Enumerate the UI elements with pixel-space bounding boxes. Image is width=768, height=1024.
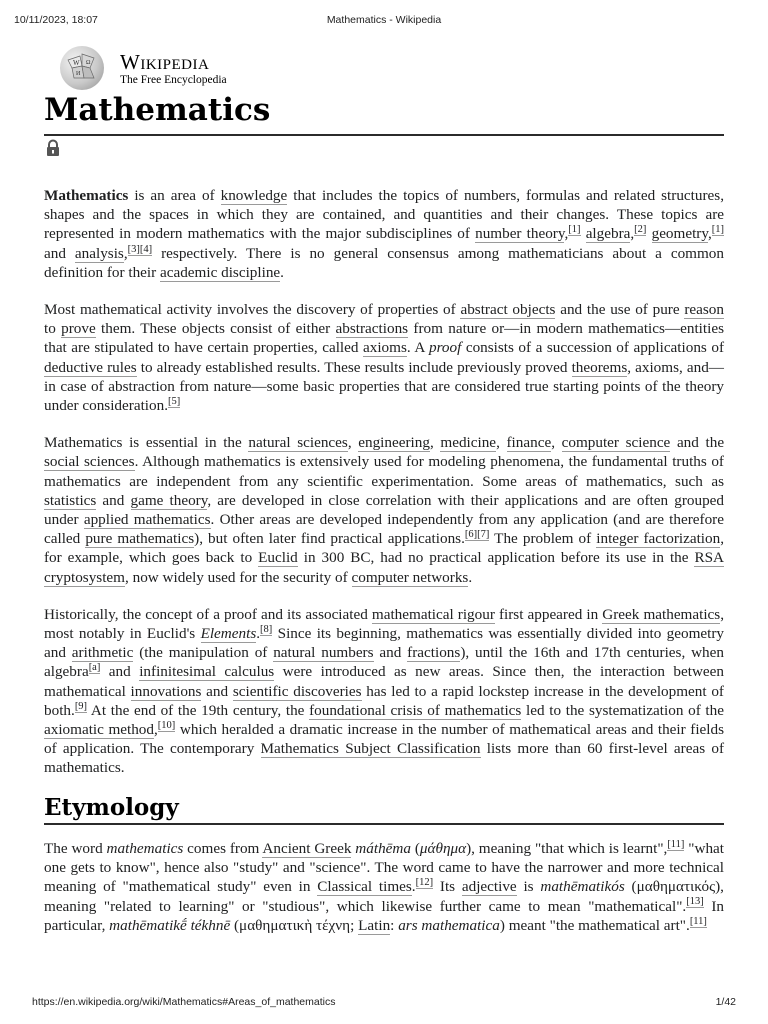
link-mathematical-rigour[interactable]: mathematical rigour	[371, 605, 495, 623]
link-knowledge[interactable]: knowledge	[220, 187, 288, 204]
link-algebra[interactable]: algebra	[585, 225, 631, 243]
link-scientific-discoveries[interactable]: scientific discoveries	[232, 682, 362, 700]
citation[interactable]: [5]	[168, 395, 181, 407]
link-msc[interactable]: Mathematics Subject Classification	[260, 740, 481, 758]
link-computer-science[interactable]: computer science	[561, 434, 671, 452]
section-heading-etymology: Etymology	[44, 798, 724, 825]
link-computer-networks[interactable]: computer networks	[351, 568, 469, 586]
lead-term: Mathematics	[44, 187, 129, 204]
link-innovations[interactable]: innovations	[130, 682, 202, 700]
citation[interactable]: [12]	[415, 877, 434, 889]
citation[interactable]: [3]	[127, 243, 140, 255]
print-page-title: Mathematics - Wikipedia	[326, 14, 442, 26]
citation[interactable]: [11]	[689, 915, 707, 927]
print-header	[14, 14, 754, 30]
link-statistics[interactable]: statistics	[44, 491, 97, 509]
link-natural-numbers[interactable]: natural numbers	[273, 644, 374, 662]
link-integer-factorization[interactable]: integer factorization	[596, 530, 721, 548]
link-reason[interactable]: reason	[684, 301, 724, 319]
padlock-icon[interactable]	[44, 139, 62, 157]
print-page-number: 1/42	[715, 996, 736, 1008]
link-axiomatic-method[interactable]: axiomatic method	[44, 721, 154, 739]
print-url: https://en.wikipedia.org/wiki/Mathematics#Areas_of_mathematics	[32, 996, 336, 1008]
paragraph-etymology: The word mathematics comes from Ancient Greek máthēma (μάθημα), meaning "that which is learnt",[11] "what one gets to know", hence also "study" and "science". The word came to have the narrower and more technical meaning of "mathematical study" even in Classical times.[12] Its adjective is mathēmatikós (μαθηματικός), meaning "related to learning" or "studious", which likewise further came to mean "mathematical".[13] In particular, mathēmatikḗ tékhnē (μαθηματικὴ τέχνη; Latin: ars mathematica) meant "the mathematical art".[11]	[44, 838, 724, 934]
link-medicine[interactable]: medicine	[440, 434, 497, 452]
svg-text:W: W	[73, 59, 80, 67]
link-arithmetic[interactable]: arithmetic	[71, 644, 134, 662]
link-natural-sciences[interactable]: natural sciences	[248, 434, 348, 452]
link-analysis[interactable]: analysis	[74, 244, 124, 262]
link-applied-mathematics[interactable]: applied mathematics	[83, 511, 211, 529]
citation[interactable]: [4]	[139, 243, 153, 255]
citation[interactable]: [1]	[568, 224, 581, 236]
link-infinitesimal-calculus[interactable]: infinitesimal calculus	[139, 663, 275, 681]
link-social-sciences[interactable]: social sciences	[44, 453, 135, 471]
citation[interactable]: [2]	[634, 224, 647, 236]
link-pure-mathematics[interactable]: pure mathematics	[85, 530, 195, 548]
link-ancient-greek[interactable]: Ancient Greek	[262, 839, 352, 857]
link-game-theory[interactable]: game theory	[130, 491, 208, 509]
link-latin[interactable]: Latin	[358, 916, 391, 934]
link-deductive-rules[interactable]: deductive rules	[44, 358, 137, 376]
link-prove[interactable]: prove	[61, 320, 96, 338]
svg-text:Ω: Ω	[86, 60, 91, 66]
citation[interactable]: [13]	[686, 896, 704, 908]
link-adjective[interactable]: adjective	[461, 878, 517, 896]
citation[interactable]: [7]	[477, 529, 490, 541]
citation[interactable]: [9]	[74, 700, 88, 712]
citation[interactable]: [10]	[157, 720, 176, 732]
citation[interactable]: [8]	[260, 624, 273, 635]
paragraph-applications: Mathematics is essential in the natural sciences, engineering, medicine, finance, computer science and the social sciences. Although mathematics is extensively used for modeling phenomena, the fundamental truths of mathematics are independent from any scientific experimentation. Some areas of mathematics, such as statistics and game theory, are developed in close correlation with their applications and are often grouped under applied mathematics. Other areas are developed independently from any application (and are therefore called pure mathematics), but often later find practical applications.[6][7] The problem of integer factorization, for example, which goes back to Euclid in 300 BC, had no practical application before its use in the RSA cryptosystem, now widely used for the security of computer networks.	[44, 434, 725, 586]
link-foundational-crisis[interactable]: foundational crisis of mathematics	[309, 701, 522, 719]
link-abstract-objects[interactable]: abstract objects	[460, 301, 556, 319]
footnote[interactable]: [a]	[88, 662, 101, 674]
wikipedia-globe-icon	[60, 46, 104, 90]
print-footer	[14, 996, 754, 1012]
paragraph-history: Historically, the concept of a proof and its associated mathematical rigour first appeared in Greek mathematics, most notably in Euclid's Elements.[8] Since its beginning, mathematics was essentially divided into geometry and arithmetic (the manipulation of natural numbers and fractions), until the 16th and 17th centuries, when algebra[a] and infinitesimal calculus were introduced as new areas. Since then, the interaction between mathematical innovations and scientific discoveries has led to a rapid lockstep increase in the development of both.[9] At the end of the 19th century, the foundational crisis of mathematics led to the systematization of the axiomatic method,[10] which heralded a dramatic increase in the number of mathematical areas and their fields of application. The contemporary Mathematics Subject Classification lists more than 60 first-level areas of mathematics.	[44, 605, 725, 777]
link-finance[interactable]: finance	[506, 434, 552, 452]
wikipedia-logo[interactable]	[60, 46, 280, 90]
link-theorems[interactable]: theorems	[571, 358, 628, 376]
print-datetime: 10/11/2023, 18:07	[14, 14, 98, 26]
page-title: Mathematics	[44, 92, 271, 128]
link-abstractions[interactable]: abstractions	[335, 320, 409, 338]
citation[interactable]: [1]	[711, 224, 725, 236]
wikipedia-tagline: The Free Encyclopedia	[120, 74, 227, 86]
link-geometry[interactable]: geometry	[651, 225, 708, 243]
link-rsa-cryptosystem[interactable]: RSA cryptosystem	[44, 549, 725, 586]
paragraph-abstract-objects: Most mathematical activity involves the discovery of properties of abstract objects and the use of pure reason to prove them. These objects consist of either abstractions from nature or—in modern mathematics—entities that are stipulated to have certain properties, called axioms. A proof consists of a succession of applications of deductive rules to already established results. These results include previously proved theorems, axioms, and—in case of abstraction from nature—some basic properties that are considered true starting points of the theory under consideration.[5]	[44, 301, 724, 415]
link-academic-discipline[interactable]: academic discipline	[159, 263, 281, 281]
link-euclid[interactable]: Euclid	[258, 549, 298, 567]
link-number-theory[interactable]: number theory	[475, 225, 565, 243]
title-divider	[44, 134, 724, 136]
citation[interactable]: [11]	[667, 838, 685, 850]
link-axioms[interactable]: axioms	[362, 339, 407, 357]
citation[interactable]: [6]	[464, 529, 478, 541]
paragraph-intro: Mathematics is an area of knowledge that includes the topics of numbers, formulas and related structures, shapes and the spaces in which they are contained, and quantities and their changes. These topics are represented in modern mathematics with the major subdisciplines of number theory,[1] algebra,[2] geometry,[1] and analysis,[3][4] respectively. There is no general consensus among mathematicians about a common definition for their academic discipline.	[44, 187, 725, 281]
link-engineering[interactable]: engineering	[358, 434, 430, 452]
link-fractions[interactable]: fractions	[407, 644, 461, 662]
link-classical-times[interactable]: Classical times	[317, 878, 412, 896]
svg-text:И: И	[76, 71, 81, 77]
article-body	[44, 186, 724, 953]
wikipedia-wordmark: Wikipedia	[120, 50, 210, 74]
link-greek-mathematics[interactable]: Greek mathematics	[602, 605, 721, 623]
link-elements[interactable]: Elements	[200, 625, 257, 643]
